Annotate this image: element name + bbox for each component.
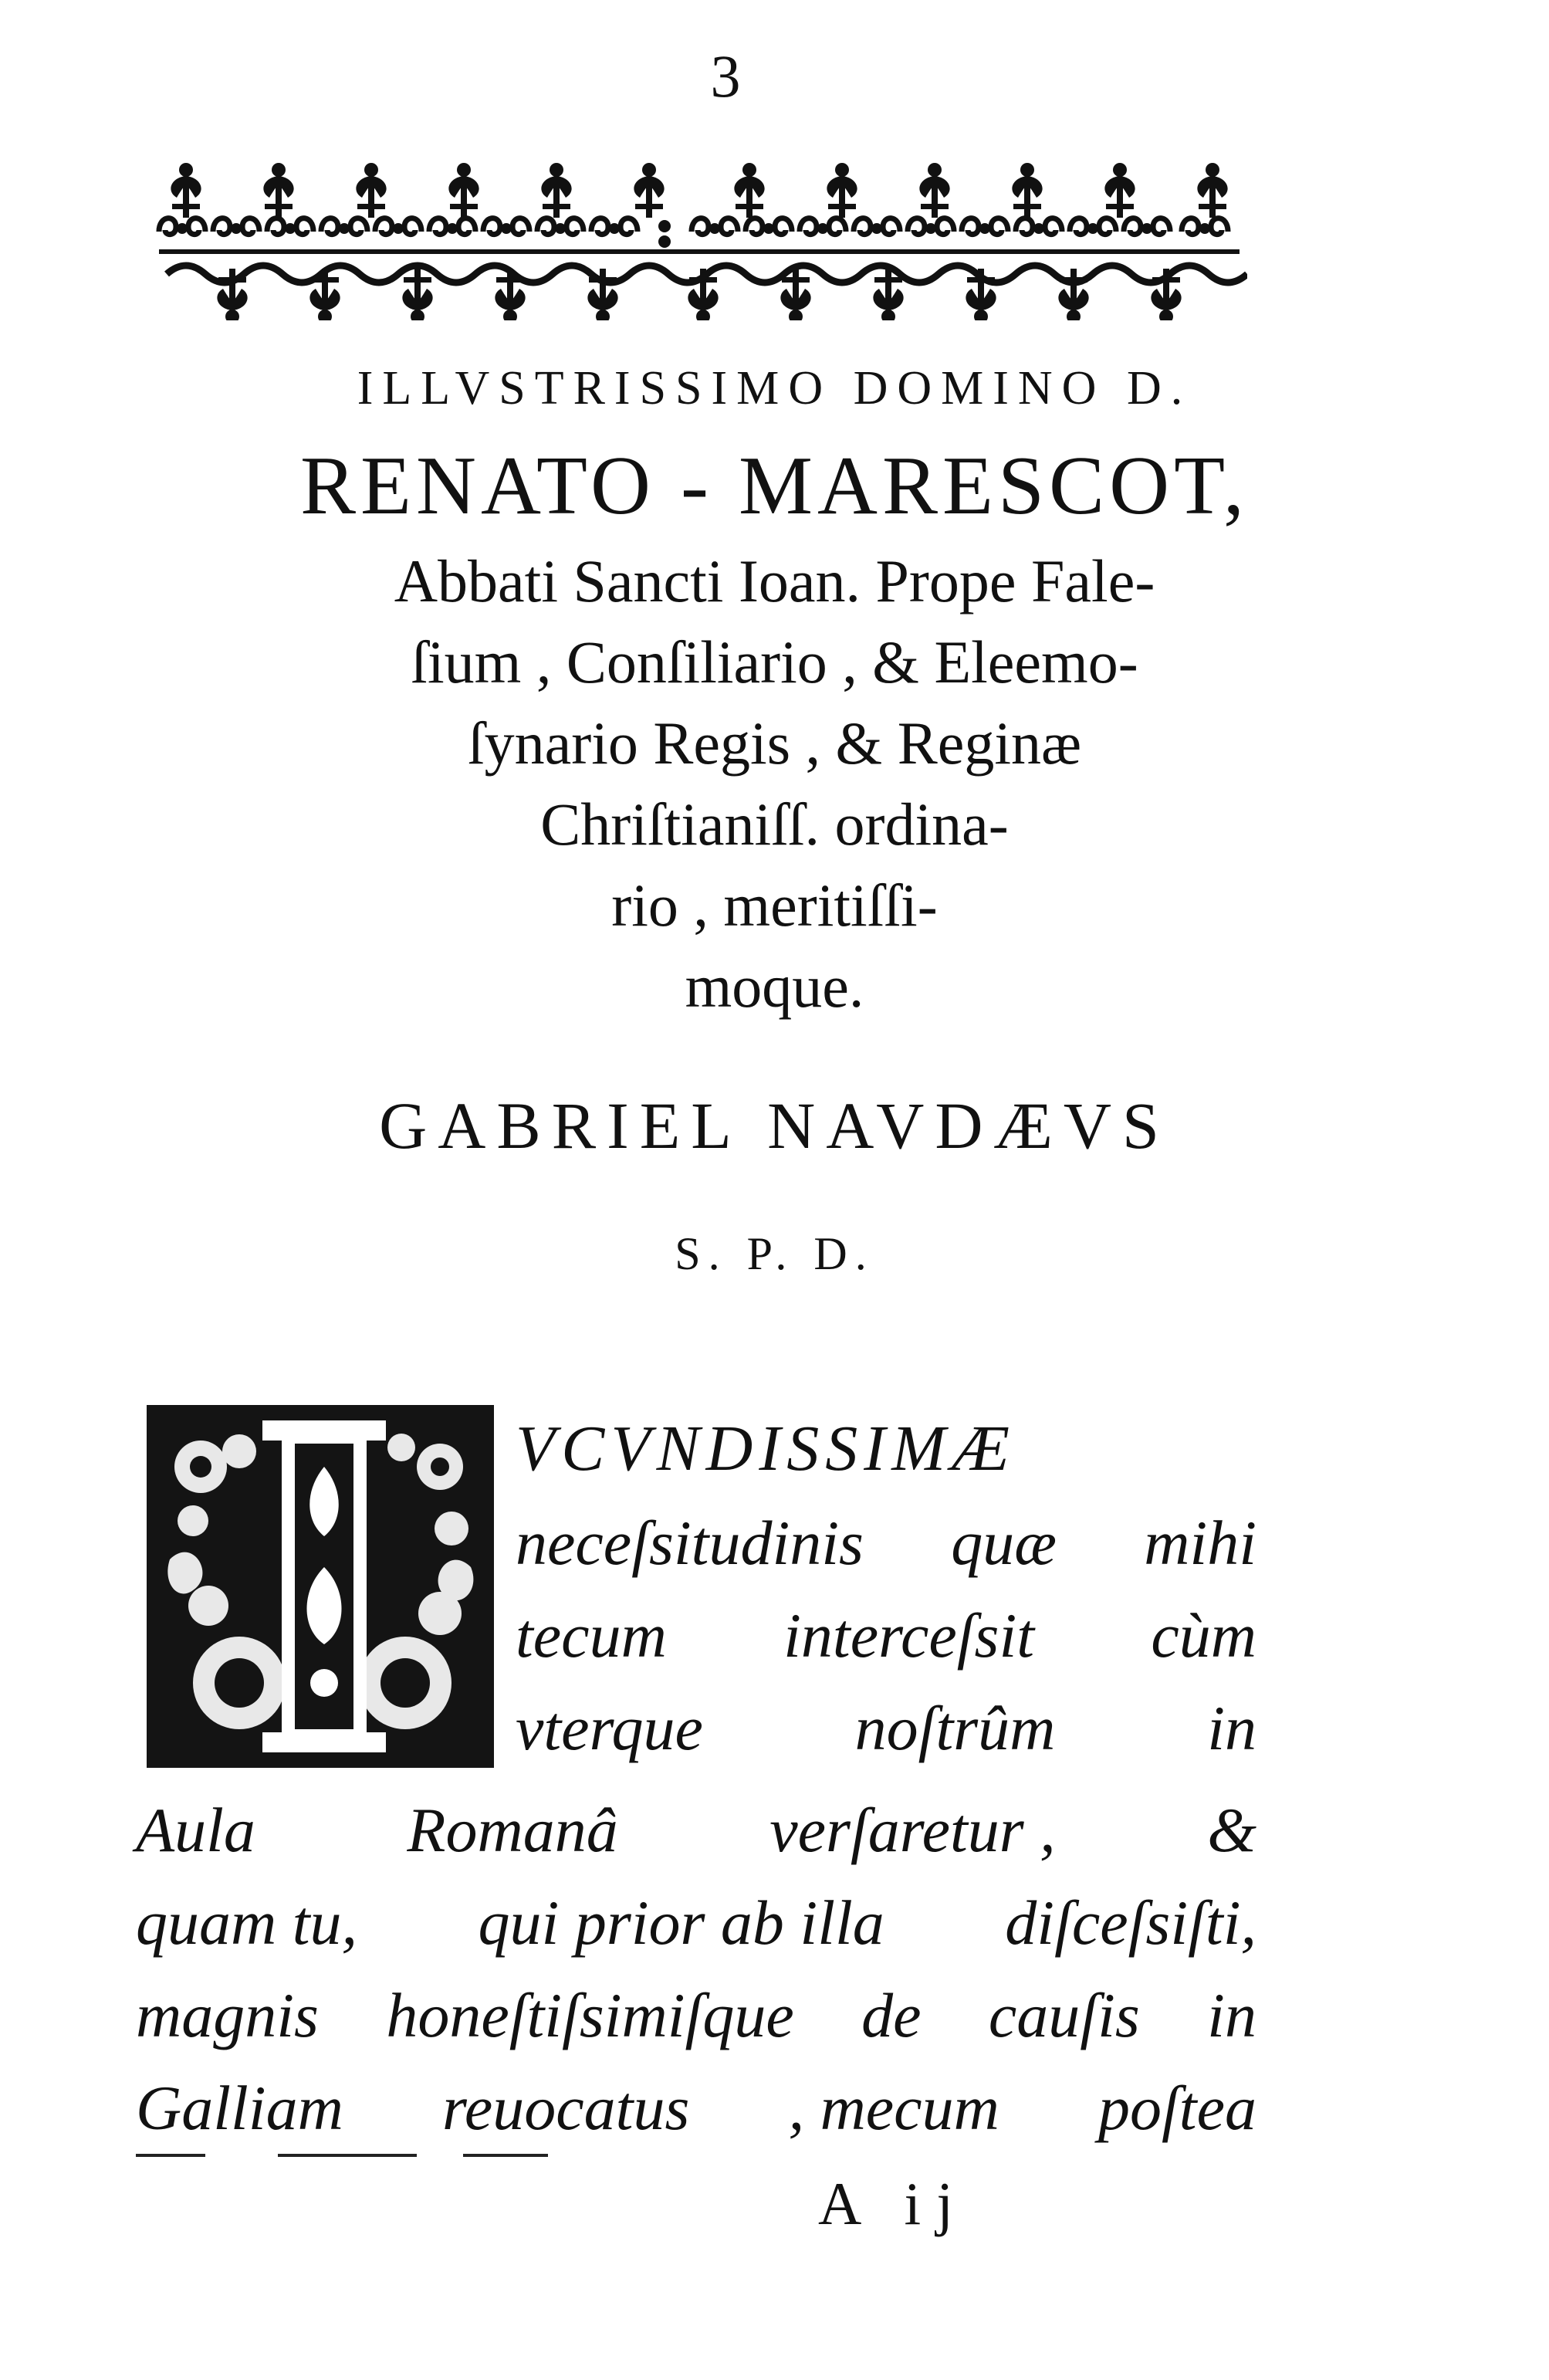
word: cauſis (988, 1980, 1140, 2050)
word: in (1207, 1693, 1256, 1763)
text-line (136, 1795, 1256, 1865)
word: interceſsit (783, 1600, 1035, 1671)
title-line: Chriſtianiſſ. ordina- (540, 791, 1009, 858)
word: Aula (136, 1795, 255, 1865)
text-line (516, 1600, 1256, 1671)
word: in (1207, 1980, 1256, 2050)
word: mihi (1144, 1508, 1256, 1578)
text-line (136, 2073, 1256, 2143)
word: magnis (136, 1980, 319, 2050)
underline-stroke (136, 2154, 205, 2157)
salutation: S. P. D. (675, 1228, 874, 1279)
word: noſtrûm (854, 1693, 1056, 1763)
opening-capitals: VCVNDISSIMÆ (516, 1413, 1016, 1485)
word: poſtea (1098, 2073, 1256, 2143)
decorated-initial-i-icon (147, 1405, 494, 1768)
word: quam tu, (136, 1887, 357, 1958)
page-number: 3 (710, 42, 741, 110)
text-line (136, 1887, 1256, 1958)
recipient-name: RENATO - MARESCOT, (299, 440, 1250, 532)
underline-stroke (278, 2154, 417, 2157)
word: de (861, 1980, 922, 2050)
title-line: rio , meritiſſi- (611, 872, 938, 939)
word: neceſsitudinis (516, 1508, 864, 1578)
word: diſceſsiſti, (1005, 1887, 1256, 1958)
word: verſaretur , (769, 1795, 1056, 1865)
title-line: ſium , Conſiliario , & Eleemo- (411, 628, 1138, 696)
signature-mark: A ij (818, 2170, 969, 2237)
word: Romanâ (407, 1795, 618, 1865)
text-line (136, 1980, 1256, 2050)
text-line (516, 1693, 1256, 1763)
word: tecum (516, 1600, 667, 1671)
word: quæ (951, 1508, 1057, 1578)
title-line: ſynario Regis , & Reginæ (467, 709, 1082, 777)
word: cùm (1151, 1600, 1256, 1671)
recipient-titles (0, 540, 1549, 1027)
underline-stroke (463, 2154, 548, 2157)
author-name: GABRIEL NAVDÆVS (379, 1088, 1170, 1163)
word: Galliam (136, 2073, 343, 2143)
title-line: moque. (685, 953, 864, 1020)
word: vterque (516, 1693, 703, 1763)
text-line (516, 1508, 1256, 1578)
ornament-band-icon (151, 158, 1247, 320)
word: , mecum (788, 2073, 999, 2143)
word: reuocatus (442, 2073, 690, 2143)
title-line: Abbati Sancti Ioan. Prope Fale- (394, 547, 1155, 614)
dedication-heading: ILLVSTRISSIMO DOMINO D. (357, 362, 1192, 415)
word: & (1207, 1795, 1256, 1865)
word: qui prior ab illa (478, 1887, 884, 1958)
word: honeſtiſsimiſque (386, 1980, 794, 2050)
